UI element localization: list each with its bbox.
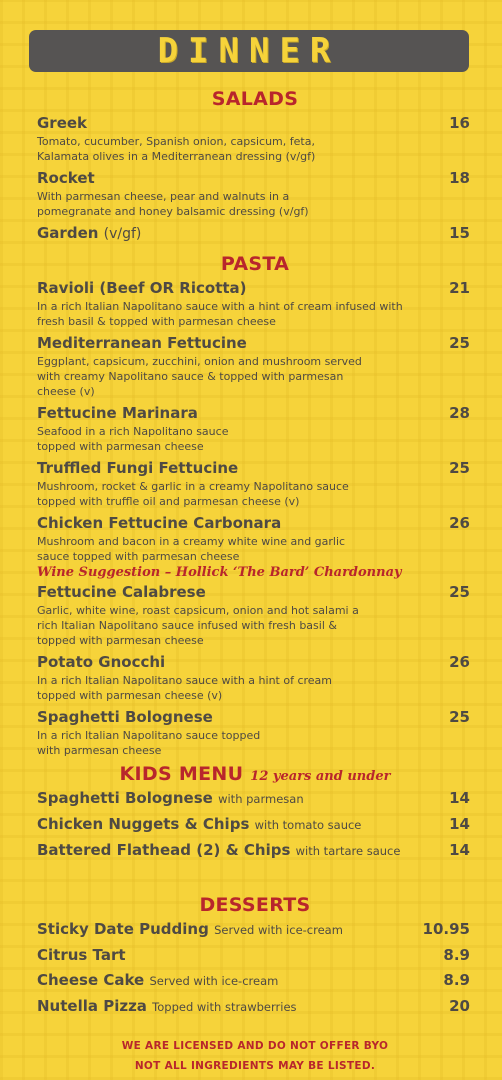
item-price: 16	[449, 114, 470, 132]
item-price: 28	[449, 404, 470, 422]
kids-subheading: 12 years and under	[250, 769, 391, 784]
menu-content	[37, 86, 473, 1076]
item-name: Chicken Nuggets & Chips	[37, 815, 250, 833]
item-note: with tartare sauce	[295, 844, 401, 858]
dessert-item-sticky-date	[37, 918, 473, 941]
item-description: Tomato, cucumber, Spanish onion, capsicum, feta, Kalamata olives in a Mediterranean dressing (v/gf)	[37, 135, 316, 163]
item-description: Mushroom and bacon in a creamy white wine and garlic sauce topped with parmesan cheese	[37, 535, 346, 563]
menu-item-spaghetti-bolognese	[37, 706, 473, 758]
item-price: 26	[449, 653, 470, 671]
item-note: (v/gf)	[103, 226, 142, 242]
dessert-item-citrus-tart	[37, 944, 473, 966]
item-price: 14	[449, 789, 470, 807]
item-description: Seafood in a rich Napolitano sauce topped with parmesan cheese	[37, 425, 229, 453]
item-price: 25	[449, 583, 470, 601]
item-price: 20	[449, 997, 470, 1015]
item-name-wrap	[37, 918, 343, 941]
item-description: In a rich Italian Napolitano sauce with a hint of cream infused with fresh basil & topped with parmesan cheese	[37, 300, 403, 328]
item-name-wrap	[37, 787, 304, 810]
salads-heading: SALADS	[211, 88, 299, 110]
item-name: Potato Gnocchi	[37, 653, 166, 671]
item-price: 14	[449, 815, 470, 833]
kids-heading-row	[37, 761, 473, 787]
kids-heading: KIDS MENU	[119, 763, 244, 785]
item-name-wrap	[37, 995, 297, 1018]
item-name: Nutella Pizza	[37, 997, 147, 1015]
item-price: 8.9	[443, 971, 470, 989]
menu-item-ravioli	[37, 277, 473, 329]
menu-item-garden	[37, 222, 473, 245]
item-note: with tomato sauce	[254, 818, 362, 832]
item-price: 25	[449, 334, 470, 352]
wine-suggestion: Wine Suggestion – Hollick ‘The Bard’ Chardonnay	[37, 565, 402, 580]
item-name: Chicken Fettucine Carbonara	[37, 514, 282, 532]
item-name-wrap	[37, 813, 361, 836]
menu-item-chicken-carbonara	[37, 512, 473, 564]
dessert-item-cheese-cake	[37, 969, 473, 992]
item-note: Served with ice-cream	[214, 923, 343, 937]
footer-ingredients: NOT ALL INGREDIENTS MAY BE LISTED.	[134, 1060, 376, 1072]
item-price: 15	[449, 224, 470, 242]
item-price: 25	[449, 708, 470, 726]
item-name: Fettucine Calabrese	[37, 583, 206, 601]
item-price: 26	[449, 514, 470, 532]
item-price: 18	[449, 169, 470, 187]
menu-item-mediterranean-fettucine	[37, 332, 473, 399]
item-name: Spaghetti Bolognese	[37, 789, 213, 807]
item-name: Sticky Date Pudding	[37, 920, 209, 938]
kids-item-nuggets	[37, 813, 473, 836]
item-description: With parmesan cheese, pear and walnuts in a pomegranate and honey balsamic dressing (v/gf)	[37, 190, 309, 218]
item-note: with parmesan	[218, 792, 304, 806]
item-description: Eggplant, capsicum, zucchini, onion and mushroom served with creamy Napolitano sauce & topped with parmesan cheese (v)	[37, 355, 362, 398]
item-name: Ravioli (Beef OR Ricotta)	[37, 279, 247, 297]
item-name: Mediterranean Fettucine	[37, 334, 247, 352]
item-price: 25	[449, 459, 470, 477]
item-name: Battered Flathead (2) & Chips	[37, 841, 291, 859]
item-name: Cheese Cake	[37, 971, 145, 989]
item-description: In a rich Italian Napolitano sauce with a hint of cream topped with parmesan cheese (v)	[37, 674, 332, 702]
item-name: Greek	[37, 114, 88, 132]
item-name: Garden	[37, 224, 99, 242]
desserts-heading: DESSERTS	[199, 894, 311, 916]
page-title: DINNER	[157, 31, 341, 71]
item-name: Spaghetti Bolognese	[37, 708, 213, 726]
menu-item-fettucine-calabrese	[37, 581, 473, 648]
kids-item-flathead	[37, 839, 473, 862]
item-name-wrap	[37, 839, 400, 862]
item-price: 8.9	[443, 946, 470, 964]
item-note: Served with ice-cream	[149, 974, 279, 988]
item-name-wrap	[37, 222, 141, 245]
menu-item-greek	[37, 112, 473, 164]
item-price: 21	[449, 279, 470, 297]
item-description: Garlic, white wine, roast capsicum, onion and hot salami a rich Italian Napolitano sauce infused with fresh basil & topped with parmesan cheese	[37, 604, 359, 647]
title-banner	[29, 30, 469, 72]
kids-item-spaghetti	[37, 787, 473, 810]
pasta-heading: PASTA	[220, 253, 290, 275]
menu-item-truffled-fungi	[37, 457, 473, 509]
item-name: Citrus Tart	[37, 946, 126, 964]
item-note: Topped with strawberries	[152, 1000, 297, 1014]
item-name: Fettucine Marinara	[37, 404, 198, 422]
item-description: In a rich Italian Napolitano sauce topped with parmesan cheese	[37, 729, 261, 757]
dessert-item-nutella-pizza	[37, 995, 473, 1018]
menu-item-potato-gnocchi	[37, 651, 473, 703]
item-name: Rocket	[37, 169, 95, 187]
item-name: Truffled Fungi Fettucine	[37, 459, 239, 477]
item-price: 14	[449, 841, 470, 859]
menu-item-fettucine-marinara	[37, 402, 473, 454]
item-price: 10.95	[422, 920, 470, 938]
footer-licensed: WE ARE LICENSED AND DO NOT OFFER BYO	[121, 1040, 389, 1052]
item-description: Mushroom, rocket & garlic in a creamy Napolitano sauce topped with truffle oil and parmesan cheese (v)	[37, 480, 349, 508]
item-name-wrap	[37, 969, 278, 992]
menu-item-rocket	[37, 167, 473, 219]
